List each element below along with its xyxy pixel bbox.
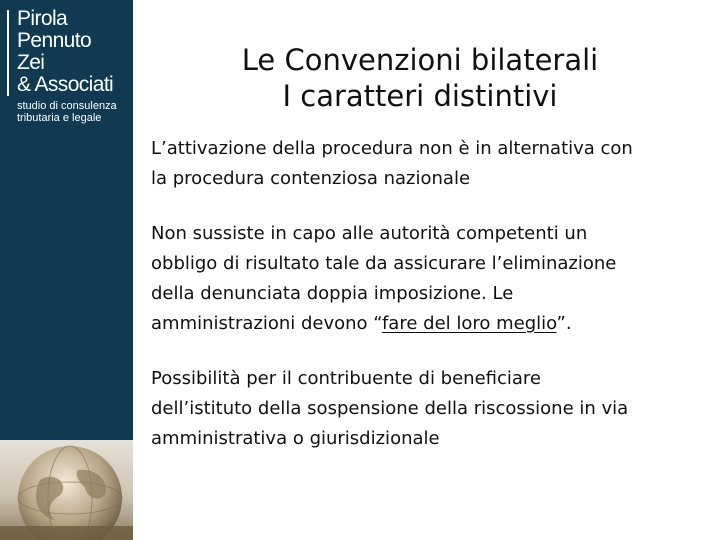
logo-line-4: & Associati [17, 73, 114, 96]
slide-title [150, 42, 690, 114]
paragraph-1-line-1: L’attivazione della procedura non è in alternativa con [151, 138, 633, 159]
underlined-phrase: fare del loro meglio [381, 313, 557, 334]
logo-subtitle-1: studio di consulenza [17, 100, 117, 112]
paragraph-3 [151, 364, 711, 454]
paragraph-3-line-3: amministrativa o giurisdizionale [151, 428, 440, 449]
paragraph-1-line-2: la procedura contenziosa nazionale [151, 168, 471, 189]
globe-icon [0, 440, 133, 540]
logo-line-3: Zei [17, 51, 45, 74]
quote-suffix: ”. [556, 313, 572, 334]
paragraph-2-line-2: obbligo di risultato tale da assicurare l’eliminazione [151, 253, 617, 274]
logo-line-2: Pennuto [17, 29, 92, 52]
quote-prefix: amministrazioni devono “ [151, 313, 382, 334]
globe-image [0, 440, 133, 540]
paragraph-2-line-4 [151, 309, 711, 339]
paragraph-2-line-3: della denunciata doppia imposizione. Le [151, 283, 514, 304]
title-line-1: Le Convenzioni bilaterali [241, 43, 599, 77]
paragraph-1 [151, 134, 711, 194]
title-line-2: I caratteri distintivi [282, 79, 558, 113]
sidebar [0, 0, 133, 540]
logo-subtitle-2: tributaria e legale [17, 112, 102, 124]
paragraph-2 [151, 219, 711, 339]
paragraph-3-line-1: Possibilità per il contribuente di beneficiare [151, 368, 541, 389]
paragraph-3-line-2: dell’istituto della sospensione della riscossione in via [151, 398, 629, 419]
logo-line-1: Pirola [17, 7, 68, 30]
paragraph-2-line-1: Non sussiste in capo alle autorità competenti un [151, 223, 588, 244]
logo-divider [7, 10, 9, 96]
